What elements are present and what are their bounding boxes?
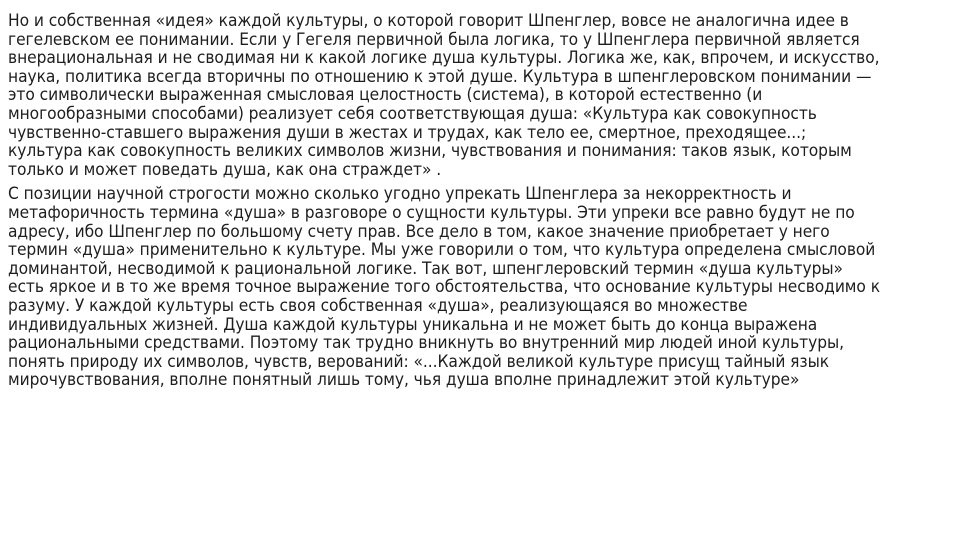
document-body bbox=[8, 12, 883, 396]
paragraph-1: Но и собственная «идея» каждой культуры, о которой говорит Шпенглер, вовсе не аналогична идее в гегелевском ее понимании. Если у Гегеля первичной была логика, то у Шпенглера первичной является внерациональная и не сводимая ни к какой логике душа культуры. Логика же, как, впрочем, и искусство, наука, политика всегда вторичны по отношению к этой душе. Культура в шпенглеровском понимании — это символически выраженная смысловая целостность (система), в которой естественно (и многообразными способами) реализует себя соответствующая душа: «Культура как совокупность чувственно-ставшего выражения души в жестах и трудах, как тело ее, смертное, преходящее...; культура как совокупность великих символов жизни, чувствования и понимания: таков язык, которым только и может поведать душа, как она страждет» . bbox=[8, 11, 880, 180]
paragraph-2: С позиции научной строгости можно сколько угодно упрекать Шпенглера за некорректность и метафоричность термина «душа» в разговоре о сущности культуры. Эти упреки все равно будут не по адресу, ибо Шпенглер по большому счету прав. Все дело в том, какое значение приобретает у него термин «душа» применительно к культуре. Мы уже говорили о том, что культура определена смысловой доминантой, несводимой к рациональной логике. Так вот, шпенглеровский термин «душа культуры» есть яркое и в то же время точное выражение того обстоятельства, что основание культуры несводимо к разуму. У каждой культуры есть своя собственная «душа», реализующаяся во множестве индивидуальных жизней. Душа каждой культуры уникальна и не может быть до конца выражена рациональными средствами. Поэтому так трудно вникнуть во внутренний мир людей иной культуры, понять природу их символов, чувств, верований: «...Каждой великой культуре присущ тайный язык мирочувствования, вполне понятный лишь тому, чья душа вполне принадлежит этой культуре» bbox=[8, 184, 880, 391]
